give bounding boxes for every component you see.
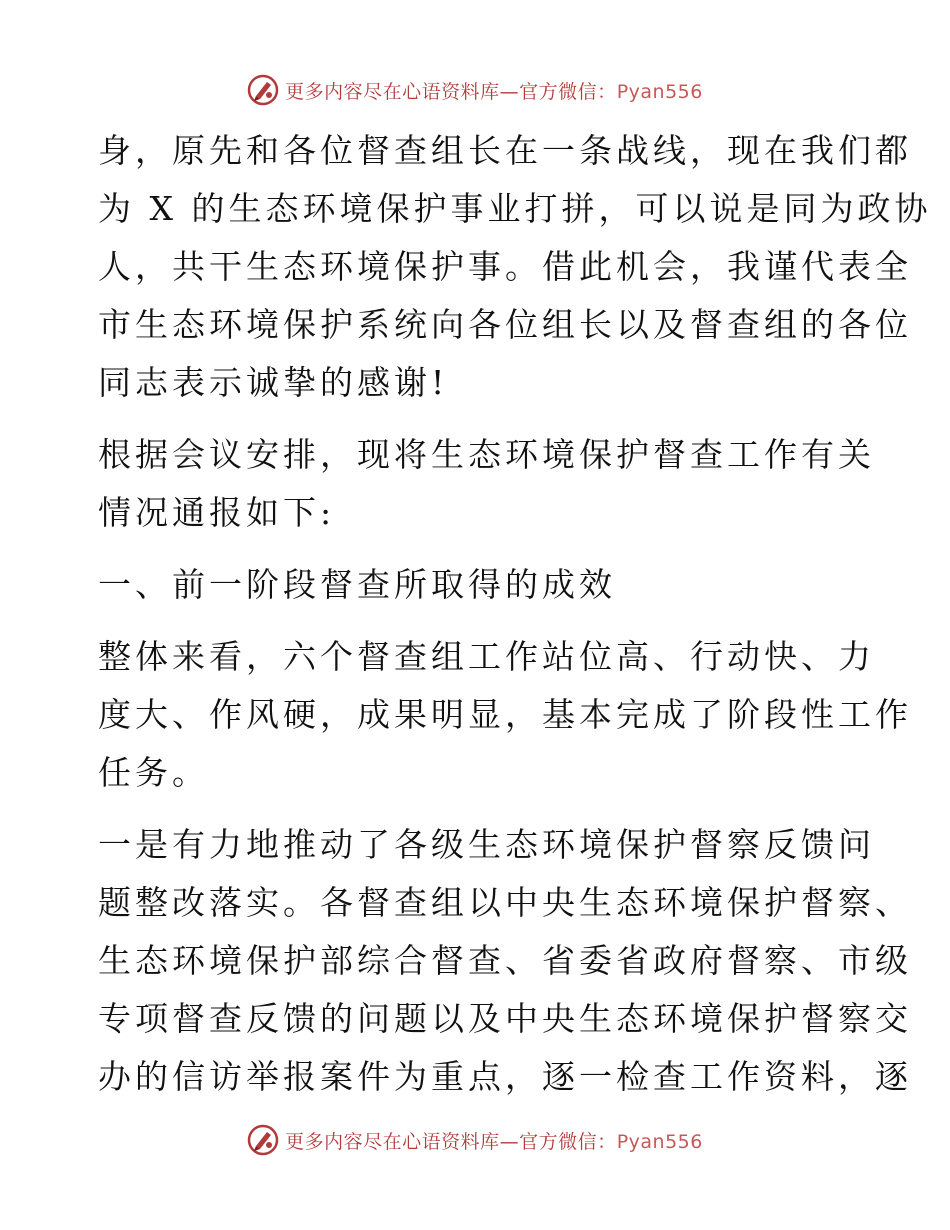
text-line: 一是有力地推动了各级生态环境保护督察反馈问: [98, 825, 875, 864]
wechat-id: Pyan556: [616, 80, 703, 103]
text-line: 市生态环境保护系统向各位组长以及督查组的各位: [98, 305, 912, 344]
text-line: 度大、作风硬，成果明显，基本完成了阶段性工作: [98, 695, 912, 734]
section-heading: [98, 556, 858, 614]
paragraph: [98, 426, 875, 542]
text-line: 人，共干生态环境保护事。借此机会，我谨代表全: [98, 247, 912, 286]
quill-seal-icon: [247, 74, 279, 106]
text-line: 同志表示诚挚的感谢!: [98, 363, 449, 402]
text-line: 根据会议安排，现将生态环境保护督查工作有关: [98, 435, 875, 474]
document-body: [98, 122, 932, 1106]
text-line: 身，原先和各位督查组长在一条战线，现在我们都: [98, 131, 912, 170]
footer-banner-text: 更多内容尽在心语资料库—官方微信：Pyan556: [285, 1130, 703, 1153]
text-line: 办的信访举报案件为重点，逐一检查工作资料，逐: [98, 1057, 912, 1096]
paragraph: [98, 122, 932, 412]
quill-seal-icon: [247, 1124, 279, 1156]
text-line: 情况通报如下:: [98, 493, 336, 532]
paragraph: [98, 628, 912, 802]
text-line: 专项督查反馈的问题以及中央生态环境保护督察交: [98, 999, 912, 1038]
footer-banner: [0, 1120, 950, 1160]
text-line: 一、前一阶段督查所取得的成效: [98, 565, 616, 604]
text-line: 为 X 的生态环境保护事业打拼，可以说是同为政协: [98, 189, 932, 228]
text-line: 任务。: [98, 753, 209, 792]
header-banner: [0, 70, 950, 110]
text-line: 题整改落实。各督查组以中央生态环境保护督察、: [98, 883, 912, 922]
text-line: 生态环境保护部综合督查、省委省政府督察、市级: [98, 941, 912, 980]
paragraph: [98, 816, 912, 1106]
text-line: 整体来看，六个督查组工作站位高、行动快、力: [98, 637, 875, 676]
header-banner-text: 更多内容尽在心语资料库—官方微信：Pyan556: [285, 80, 703, 103]
wechat-id: Pyan556: [616, 1130, 703, 1153]
